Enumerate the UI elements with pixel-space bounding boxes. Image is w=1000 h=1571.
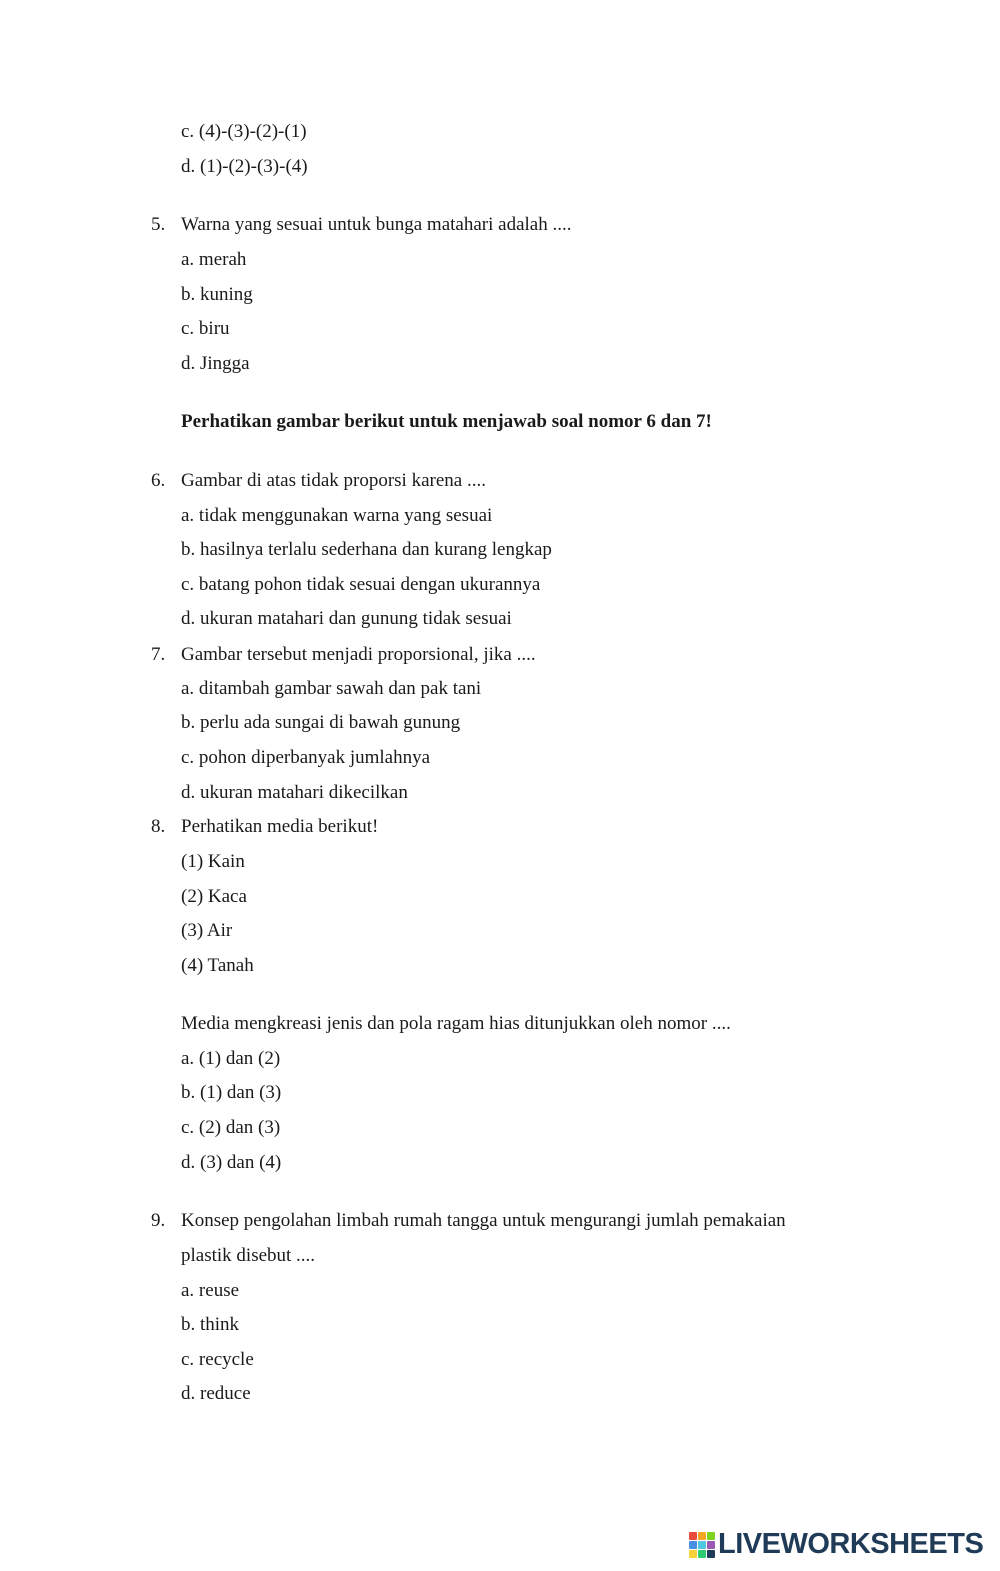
liveworksheets-logo-icon [689, 1532, 715, 1558]
question-5-option-c[interactable]: c. biru [181, 318, 230, 339]
question-7-text: Gambar tersebut menjadi proporsional, jika .... [181, 644, 536, 665]
question-6-option-b[interactable]: b. hasilnya terlalu sederhana dan kurang lengkap [181, 539, 552, 560]
question-8-option-c[interactable]: c. (2) dan (3) [181, 1117, 281, 1138]
liveworksheets-watermark[interactable] [689, 1528, 989, 1560]
question-8-option-a[interactable]: a. (1) dan (2) [181, 1048, 281, 1069]
question-8-item-4: (4) Tanah [181, 955, 254, 976]
question-9-text-line2: plastik disebut .... [181, 1245, 316, 1266]
prev-option-c: c. (4)-(3)-(2)-(1) [181, 121, 307, 142]
prev-option-d: d. (1)-(2)-(3)-(4) [181, 156, 308, 177]
question-7-option-d[interactable]: d. ukuran matahari dikecilkan [181, 782, 408, 803]
question-8-text: Perhatikan media berikut! [181, 816, 379, 837]
question-8-option-b[interactable]: b. (1) dan (3) [181, 1082, 282, 1103]
question-9-option-c[interactable]: c. recycle [181, 1349, 254, 1370]
question-8-option-d[interactable]: d. (3) dan (4) [181, 1152, 282, 1173]
question-6-option-d[interactable]: d. ukuran matahari dan gunung tidak sesuai [181, 608, 512, 629]
question-6-text: Gambar di atas tidak proporsi karena .... [181, 470, 486, 491]
question-8-item-3: (3) Air [181, 920, 233, 941]
question-5-option-b[interactable]: b. kuning [181, 284, 253, 305]
question-8-prompt: Media mengkreasi jenis dan pola ragam hias ditunjukkan oleh nomor .... [181, 1013, 731, 1034]
question-9-option-b[interactable]: b. think [181, 1314, 240, 1335]
question-7-option-b[interactable]: b. perlu ada sungai di bawah gunung [181, 712, 461, 733]
instruction: Perhatikan gambar berikut untuk menjawab soal nomor 6 dan 7! [181, 411, 712, 432]
question-5-option-a[interactable]: a. merah [181, 249, 247, 270]
question-7-option-a[interactable]: a. ditambah gambar sawah dan pak tani [181, 678, 482, 699]
question-5-number: 5. [151, 214, 166, 235]
question-5-text: Warna yang sesuai untuk bunga matahari adalah .... [181, 214, 572, 235]
question-6-option-a[interactable]: a. tidak menggunakan warna yang sesuai [181, 505, 493, 526]
question-6-number: 6. [151, 470, 166, 491]
question-9-option-d[interactable]: d. reduce [181, 1383, 251, 1404]
question-8-number: 8. [151, 816, 166, 837]
question-8-item-1: (1) Kain [181, 851, 245, 872]
question-9-number: 9. [151, 1210, 166, 1231]
liveworksheets-wordmark: LIVEWORKSHEETS [718, 1528, 984, 1560]
question-9-text-line1: Konsep pengolahan limbah rumah tangga untuk mengurangi jumlah pemakaian [181, 1210, 786, 1231]
question-8-item-2: (2) Kaca [181, 886, 247, 907]
question-5-option-d[interactable]: d. Jingga [181, 353, 250, 374]
question-6-option-c[interactable]: c. batang pohon tidak sesuai dengan ukurannya [181, 574, 541, 595]
question-7-number: 7. [151, 644, 166, 665]
question-9-option-a[interactable]: a. reuse [181, 1280, 240, 1301]
question-7-option-c[interactable]: c. pohon diperbanyak jumlahnya [181, 747, 431, 768]
